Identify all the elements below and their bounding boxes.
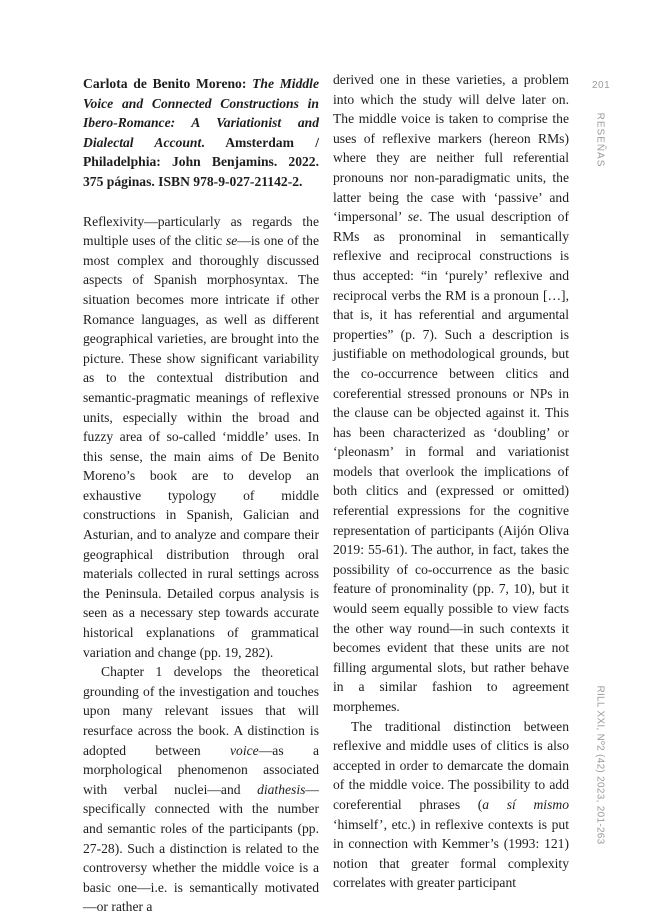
italic-term: diathesis: [257, 781, 306, 797]
journal-reference: [585, 680, 615, 850]
text-run: . The usual description of RMs as pronominal in semantically reflexive and reciprocal constructions is thus accepted: “in ‘purely’ reflexive and reciprocal verbs the RM is a pronoun […], that is, it has referential and argumental properties” (p. 7). Such a description is justifiable on methodological grounds, but the co-occurrence between clitics and coreferential stressed pronouns or NPs in the clause can be objected against it. This has been characterized as ‘doubling’ or ‘pleonasm’ in formal and variationist models that overlook the implications of both clitics and (expressed or omitted) referential expressions for the cognitive representation of participants (Aijón Oliva 2019: 55-61). The author, in fact, takes the possibility of co-occurrence as the basic feature of pronominality (pp. 7, 10), but it would seem equally possible to view facts the other way round—in such contexts it becomes evident that these units are not filling argumental slots, but rather behave in a similar fashion to agreement morphemes.: [333, 209, 569, 714]
text-run: —is one of the most complex and thoroughly discussed aspects of Spanish morphosyntax. The situation becomes more intricate if other Romance languages, as well as different geographical varieties, are brought into the picture. These show significant variability as to the contextual distribution and semantic-pragmatic meanings of reflexive units, especially within the broad and fuzzy area of so-called ‘middle’ uses. In this sense, the main aims of De Benito Moreno’s book are to develop an exhaustive typology of middle constructions in Spanish, Galician and Asturian, and to analyze and compare their geographical distribution through oral materials collected in rural settings across the Peninsula. Detailed corpus analysis is seen as a necessary step towards accurate historical explanations of grammatical variation and change (pp. 19, 282).: [83, 233, 319, 660]
right-column: [333, 70, 569, 893]
text-run: ‘himself’, etc.) in reflexive contexts is put in connection with Kemmer’s (1993: 121) notion that greater formal complexity correlates with greater participant: [333, 816, 569, 891]
review-heading: [83, 74, 319, 192]
italic-term: voice: [230, 742, 259, 758]
italic-term: se: [225, 233, 238, 249]
paragraph: [83, 212, 319, 663]
left-column: [83, 70, 319, 917]
review-publication-info: . Amsterdam / Philadelphia: John Benjamins. 2022. 375 páginas. ISBN 978-9-027-21142-2.: [83, 134, 319, 189]
section-label: [585, 110, 615, 170]
text-run: —specifically connected with the number and semantic roles of the participants (pp. 27-28). Such a distinction is related to the controversy whether the middle voice is a basic one—i.e. is semantically motivated—or rather a: [83, 781, 319, 915]
journal-reference-text: RILL XXI, Nº2 (42) 2023, 201-263: [594, 685, 606, 845]
italic-term: a sí mismo: [482, 796, 569, 812]
review-author: Carlota de Benito Moreno:: [83, 76, 253, 91]
review-book-title: The Middle Voice and Connected Constructions in Ibero-Romance: A Variationist and Dialectal Account: [83, 76, 319, 150]
paragraph: [83, 662, 319, 917]
paragraph: [333, 717, 569, 893]
text-run: derived one in these varieties, a problem into which the study will delve later on. The middle voice is taken to comprise the uses of reflexive markers (hereon RMs) where they are neither full referential pronouns nor non-paradigmatic units, the latter being the case with ‘passive’ and ‘impersonal’: [333, 72, 569, 225]
text-run: Chapter 1 develops the theoretical grounding of the investigation and touches upon many relevant issues that will resurface across the book. A distinction is adopted between: [83, 664, 319, 758]
section-label-text: RESEÑAS: [594, 112, 606, 168]
italic-term: se: [407, 209, 420, 225]
text-run: The traditional distinction between reflexive and middle uses of clitics is also accepted in order to demarcate the domain of the middle voice. The possibility to add coreferential phrases (: [333, 718, 569, 812]
text-run: —as a morphological phenomenon associated with verbal nuclei—and: [83, 742, 319, 797]
page-number: 201: [592, 80, 611, 91]
paragraph: [333, 70, 569, 717]
text-run: Reflexivity—particularly as regards the multiple uses of the clitic: [83, 213, 319, 249]
